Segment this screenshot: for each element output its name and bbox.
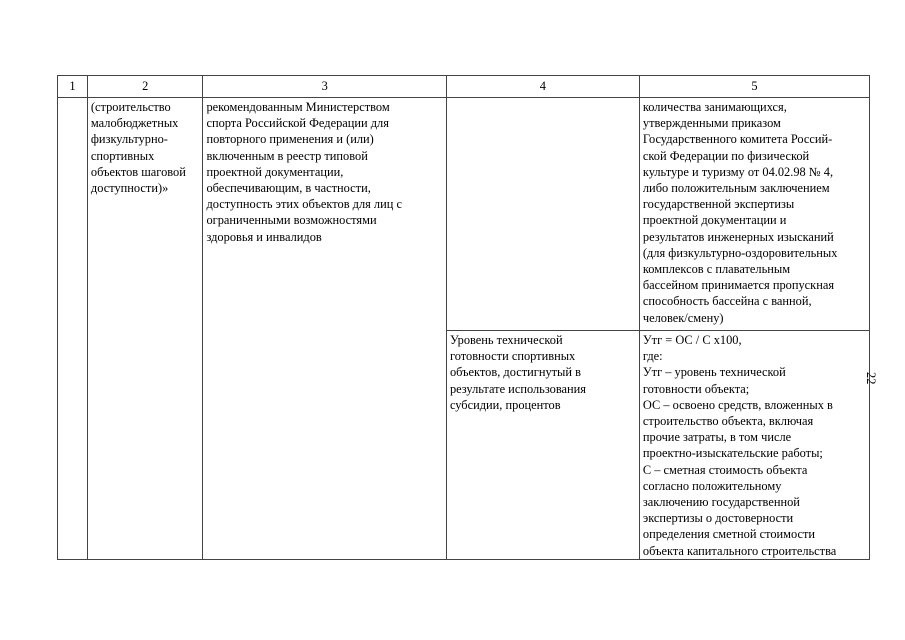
header-cell: 4 [446, 76, 639, 98]
page-number: 22 [864, 372, 878, 385]
table-cell [446, 98, 639, 331]
table-cell: Утг = ОС / С х100, где: Утг – уровень технической готовности объекта; ОС – освоено средств, вложенных в строительство объекта, включая прочие затраты, в том числе проектно-изыскательские работы; С – сметная стоимость объекта согласно положительному заключению государственной экспертизы о достоверности определения сметной стоимости объекта капитального строительства [639, 331, 869, 560]
table-cell: Уровень технической готовности спортивных объектов, достигнутый в результате использования субсидии, процентов [446, 331, 639, 560]
table-cell: рекомендованным Министерством спорта Российской Федерации для повторного применения и (или) включенным в реестр типовой проектной документации, обеспечивающим, в частности, доступность этих объектов для лиц с ограниченными возможностями здоровья и инвалидов [203, 98, 446, 560]
document-table [57, 75, 870, 560]
table-header-row [58, 76, 870, 98]
table-cell: количества занимающихся, утвержденными приказом Государственного комитета Россий- ской Федерации по физической культуре и туризму от 04.02.98 № 4, либо положительным заключением государственной экспертизы проектной документации и результатов инженерных изысканий (для физкультурно-оздоровительных комплексов с плавательным бассейном принимается пропускная способность бассейна с ванной, человек/смену) [639, 98, 869, 331]
header-cell: 1 [58, 76, 88, 98]
header-cell: 3 [203, 76, 446, 98]
table-cell [58, 98, 88, 560]
table-row [58, 98, 870, 331]
header-cell: 2 [87, 76, 203, 98]
table-cell: (строительство малобюджетных физкультурно- спортивных объектов шаговой доступности)» [87, 98, 203, 560]
header-cell: 5 [639, 76, 869, 98]
